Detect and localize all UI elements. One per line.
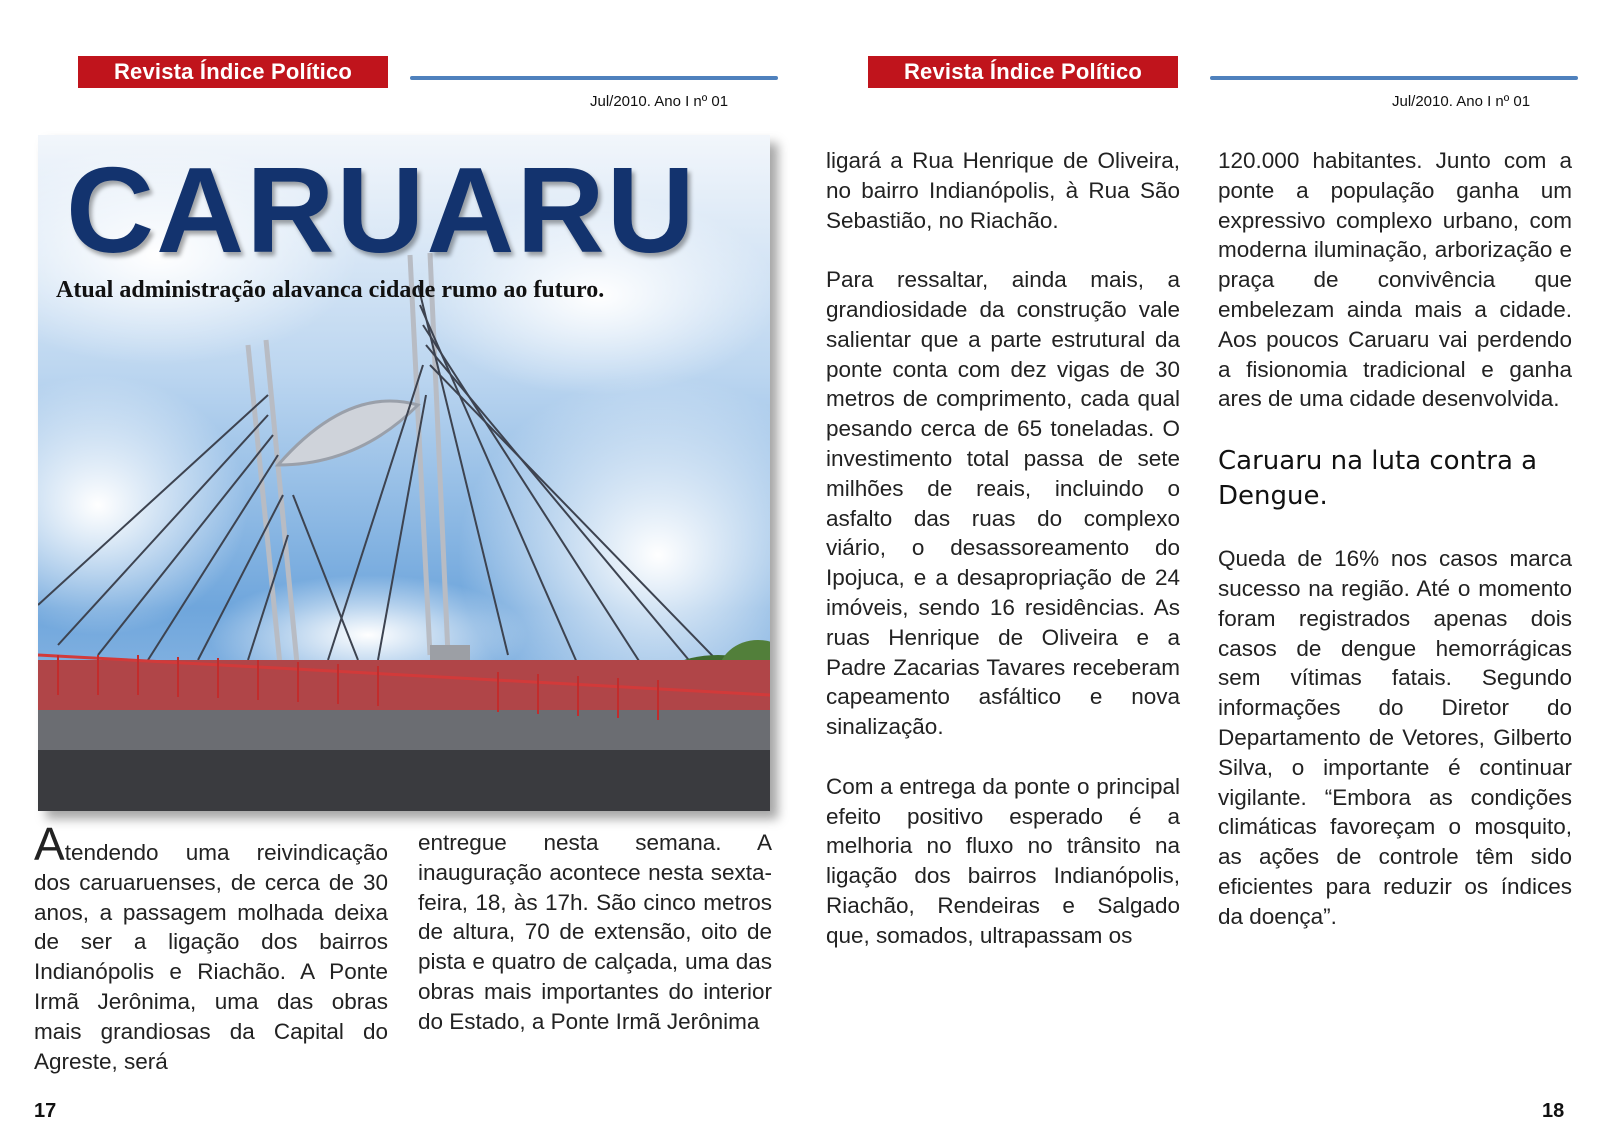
drop-cap: A [34,818,65,870]
left-issue-date: Jul/2010. Ano I nº 01 [590,93,729,110]
cover-title: CARUARU [66,142,697,278]
left-page-number: 17 [34,1100,57,1122]
article-paragraph: Queda de 16% nos casos marca sucesso na região. Até o momento foram registrados apenas dois casos de dengue hemorrágicas sem vítimas fatais. Segundo informações do Diretor do Departamento de Vetores, Gilberto Silva, o importante é continuar vigilante. “Embora as condições climáticas favoreçam o mosquito, as ações de controle têm sido eficientes para reduzir os índices da doença”. [1218,546,1572,929]
article-column-2 [418,828,772,1037]
article-paragraph: Para ressaltar, ainda mais, a grandiosidade da construção vale salientar que a parte estrutural da ponte conta com dez vigas de 30 metros de comprimento, cada qual pesando cerca de 65 toneladas. O investimento total passa de sete milhões de reais, incluindo o asfalto das ruas do complexo viário, o desassoreamento do Ipojuca, e a desapropriação de 24 imóveis, sendo 16 residências. As ruas Henrique de Oliveira e a Padre Zacarias Tavares receberam capeamento asfáltico e nova sinalização. [826,267,1180,740]
cover-photo [38,135,770,811]
left-masthead: Revista Índice Político [78,56,388,88]
article-text: tendendo uma reivindicação dos caruaruenses, de cerca de 30 anos, a passagem molhada deixa de ser a ligação dos bairros Indianópolis e Riachão. A Ponte Irmã Jerônima, uma das obras mais grandiosas da Capital do Agreste, será [34,840,388,1074]
article-column-4 [1218,146,1572,932]
left-header-rule [410,76,778,80]
right-masthead: Revista Índice Político [868,56,1178,88]
article-paragraph: ligará a Rua Henrique de Oliveira, no bairro Indianópolis, à Rua São Sebastião, no Riachão. [826,148,1180,233]
right-header-rule [1210,76,1578,80]
right-page-number: 18 [1542,1100,1565,1122]
right-issue-date: Jul/2010. Ano I nº 01 [1392,93,1531,110]
article-paragraph: entregue nesta semana. A inauguração acontece nesta sexta-feira, 18, às 17h. São cinco metros de altura, 70 de extensão, oito de pista e quatro de calçada, uma das obras mais importantes do interior do Estado, a Ponte Irmã Jerônima [418,830,772,1034]
cover-subtitle: Atual administração alavanca cidade rumo ao futuro. [56,277,605,303]
article-paragraph: 120.000 habitantes. Junto com a ponte a população ganha um expressivo complexo urbano, com moderna iluminação, arborização e praça de convivência que embelezam ainda mais a cidade. Aos poucos Caruaru vai perdendo a fisionomia tradicional e ganha ares de uma cidade desenvolvida. [1218,148,1572,412]
article-column-1 [34,818,388,1076]
article-paragraph: Com a entrega da ponte o principal efeito positivo esperado é a melhoria no fluxo no trânsito na ligação dos bairros Indianópolis, Riachão, Rendeiras e Salgado que, somados, ultrapassam os [826,773,1180,948]
section-heading: Caruaru na luta contra a Dengue. [1218,446,1538,512]
article-paragraph [34,818,388,1076]
article-column-3 [826,146,1180,951]
